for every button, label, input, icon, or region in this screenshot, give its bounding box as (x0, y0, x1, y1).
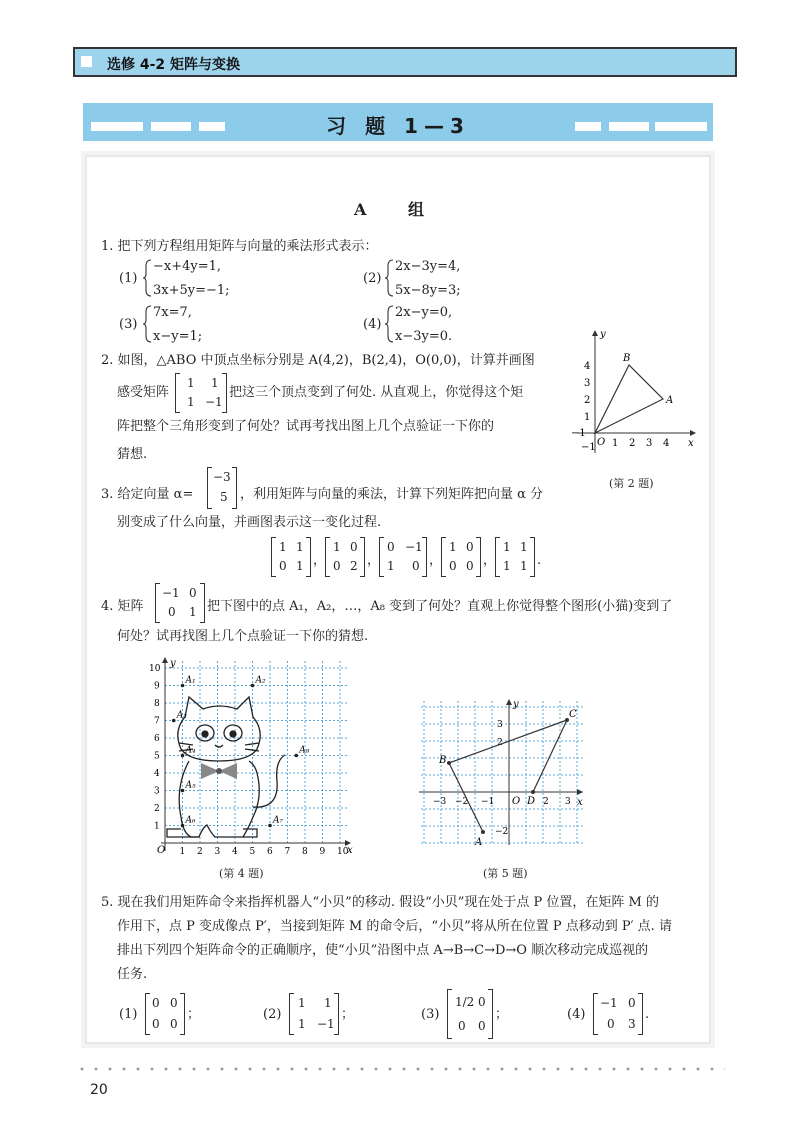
matrix-entry: 0 (168, 605, 176, 619)
matrix-entry: 0 (387, 540, 395, 554)
cat-point-label: A₃ (176, 710, 187, 721)
matrix-entry: 1 (520, 540, 528, 554)
cat-point-label: A₄ (185, 745, 196, 756)
x-tick-label: 8 (302, 847, 308, 855)
matrix-entry: 1 (279, 540, 287, 554)
option-3-matrix (447, 989, 493, 1039)
cat-point (251, 684, 255, 688)
matrix (325, 537, 365, 577)
problem-2-line-3: 阵把整个三角形变到了何处？试再考找出图上几个点验证一下你的 (117, 419, 495, 434)
matrix-entry: 1 (298, 996, 306, 1010)
matrix-entry: 1 (449, 540, 457, 554)
separator: ， (313, 553, 327, 568)
y-arrow-icon (162, 657, 168, 663)
x-axis-label: x (347, 845, 353, 855)
matrix-entry: 1 (189, 605, 197, 619)
matrix-entry: 0 (458, 1019, 466, 1033)
y-axis-label: y (513, 699, 519, 710)
matrix-entry: 1 (324, 996, 332, 1010)
brace-icon (143, 258, 153, 298)
y-axis-label: y (170, 658, 176, 669)
matrix-entry: −1 (405, 540, 423, 554)
y-tick-label: 6 (154, 734, 160, 744)
matrix-entry: −1 (317, 1017, 335, 1031)
matrix-entry: 0 (170, 996, 178, 1010)
matrix-entry: 1 (387, 559, 395, 573)
y-tick-label: 9 (154, 681, 160, 692)
matrix-entry: 0 (478, 995, 486, 1009)
matrix-entry: 1 (211, 376, 219, 390)
matrix-entry: 1 (187, 395, 195, 409)
origin-label: O (512, 796, 521, 807)
bow-tie-icon (201, 763, 237, 779)
matrix-entry: 0 (412, 559, 420, 573)
brace-icon (385, 304, 395, 344)
exercise-card (87, 157, 709, 1042)
route-path (449, 720, 567, 832)
x-tick-label: 5 (249, 847, 256, 855)
matrix (441, 537, 481, 577)
x-tick-label: 2 (629, 438, 636, 449)
separator: . (537, 553, 542, 568)
exercise-band (83, 103, 713, 141)
x-tick-label: −3 (433, 797, 447, 807)
matrix-entry: 1 (296, 540, 304, 554)
matrix-entry: −1 (162, 586, 180, 600)
x-axis-label: x (577, 797, 583, 808)
figure-5-caption: (第 5 题) (483, 867, 528, 880)
tick-labels (433, 720, 571, 837)
chapter-title: 选修 4-2 矩阵与变换 (107, 57, 241, 73)
option-label: (3) (421, 1007, 440, 1022)
matrix-entry: 1 (333, 540, 341, 554)
matrix-entry: 1 (296, 559, 304, 573)
y-tick-label: −1 (581, 442, 596, 453)
matrix-entry: 0 (466, 559, 474, 573)
y-tick-label: 5 (154, 751, 160, 762)
point-b-label: B (623, 353, 631, 364)
matrix-entry: 0 (152, 1017, 160, 1031)
y-tick-label: 3 (154, 786, 160, 797)
y-tick-label: 1 (584, 412, 591, 423)
header-square-icon (81, 56, 92, 67)
equation: 2x−3y=4, (395, 259, 461, 274)
problem-4-line-1b: 把下图中的点 A₁，A₂，…，A₈ 变到了何处？直观上你觉得整个图形(小猫)变到了 (207, 599, 673, 614)
problem-5-line-4: 任务. (117, 967, 148, 982)
problem-2-line-1: 2. 如图，△ABO 中顶点坐标分别是 A(4,2)，B(2,4)，O(0,0)，计算并画图 (101, 353, 535, 368)
section-title: A 组 (354, 200, 442, 219)
matrix-entry: 0 (333, 559, 341, 573)
y-axis-label: y (600, 329, 606, 340)
separator: ， (429, 553, 443, 568)
y-tick-label: −2 (495, 827, 509, 837)
cat-point (181, 754, 185, 758)
x-arrow-icon (577, 789, 583, 795)
x-tick-label: 3 (565, 797, 571, 807)
matrix-entry: 0 (478, 1019, 486, 1033)
figure-5-route-grid (417, 697, 587, 849)
equation: x−y=1; (153, 329, 203, 344)
point-b-label: B (439, 755, 447, 766)
system-label: (2) (363, 271, 382, 286)
cat-point (181, 824, 185, 828)
cat-point-label: A₇ (273, 815, 284, 826)
problem-2-line-2a: 感受矩阵 (117, 385, 170, 400)
matrix-entry: −1 (205, 395, 223, 409)
brace-icon (385, 258, 395, 298)
point-a-label: A (475, 837, 483, 848)
x-tick-label: −1 (481, 797, 495, 807)
y-tick-label: 3 (497, 720, 503, 730)
x-tick-label: 9 (319, 847, 326, 855)
cat-point (172, 719, 176, 723)
problem-3-line-1a: 3. 给定向量 α= (101, 487, 194, 502)
problem-1-text: 1. 把下列方程组用矩阵与向量的乘法形式表示： (101, 239, 378, 254)
footer-dotted-rule (75, 1067, 725, 1071)
figure-2-caption: (第 2 题) (609, 477, 654, 490)
x-tick-label: −2 (455, 797, 469, 807)
matrix (379, 537, 427, 577)
y-tick-label: 3 (584, 378, 591, 389)
y-tick-label: 1 (154, 821, 160, 832)
y-ticks (581, 361, 596, 453)
matrix-entry: 0 (152, 996, 160, 1010)
separator: ； (341, 1007, 355, 1022)
cat-point-label: A₆ (185, 815, 196, 826)
matrix-entry: −1 (600, 996, 618, 1010)
separator: . (645, 1007, 650, 1022)
x-tick-label: 3 (646, 438, 653, 449)
system-label: (1) (119, 271, 138, 286)
chapter-header (73, 47, 737, 77)
x-tick-label: 2 (197, 847, 203, 855)
point-d-label: D (527, 796, 536, 807)
x-tick-label: 10 (337, 847, 349, 855)
system-label: (4) (363, 317, 382, 332)
cat-point (181, 789, 185, 793)
problem-2-matrix (175, 373, 227, 413)
x-tick-label: −1 (571, 428, 586, 439)
origin-label: O (157, 845, 166, 855)
equation: 5x−8y=3; (395, 283, 461, 298)
x-tick-label: 6 (267, 847, 273, 855)
separator: ， (367, 553, 381, 568)
y-tick-label: 2 (154, 804, 160, 814)
brace-icon (143, 304, 153, 344)
problem-5-line-3: 排出下列四个矩阵命令的正确顺序，使“小贝”沿图中点 A→B→C→D→O 顺次移动完成巡视的 (117, 943, 649, 958)
y-tick-label: 7 (154, 716, 160, 727)
equation: 7x=7, (153, 305, 192, 320)
problem-3-line-2: 别变成了什么向量，并画图表示这一变化过程. (117, 515, 382, 530)
cat-point-label: A₅ (185, 780, 196, 791)
option-4-matrix (593, 993, 643, 1035)
y-tick-label: 2 (584, 395, 591, 406)
matrix-entry: 1/2 (455, 995, 475, 1009)
triangle-abo (595, 365, 663, 433)
x-tick-label: 7 (284, 847, 291, 855)
problem-5-line-1: 5. 现在我们用矩阵命令来指挥机器人“小贝”的移动. 假设“小贝”现在处于点 P 位置，在矩阵 M 的 (101, 895, 659, 910)
cat-points (172, 676, 310, 828)
cat-point (268, 824, 272, 828)
problem-3-line-1b: ，利用矩阵与向量的乘法，计算下列矩阵把向量 α 分 (240, 487, 544, 502)
vector-entry: 5 (220, 490, 228, 504)
matrix-entry: 0 (170, 1017, 178, 1031)
problem-5-line-2: 作用下，点 P 变成像点 P′，当接到矩阵 M 的命令后，“小贝”将从所在位置 P 点移动到 P′ 点. 请 (117, 919, 672, 934)
matrix-entry: 1 (503, 540, 511, 554)
problem-3-vector (207, 467, 237, 509)
x-tick-label: 2 (543, 797, 549, 807)
option-label: (4) (567, 1007, 586, 1022)
page-number: 20 (90, 1082, 108, 1098)
option-1-matrix (145, 993, 185, 1035)
matrix-entry: 1 (520, 559, 528, 573)
matrix-entry: 1 (503, 559, 511, 573)
matrix-entry: 1 (298, 1017, 306, 1031)
figure-4-cat-grid (145, 657, 355, 855)
matrix (495, 537, 535, 577)
problem-2-line-2b: 把这三个顶点变到了何处. 从直观上，你觉得这个矩 (229, 385, 524, 400)
y-tick-label: 8 (154, 699, 160, 709)
cat-point-label: A₈ (299, 745, 310, 756)
point-a-label: A (666, 395, 674, 406)
matrix (271, 537, 311, 577)
option-2-matrix (289, 993, 339, 1035)
y-arrow-icon (506, 699, 512, 705)
y-tick-label: 10 (149, 664, 161, 674)
problem-4-matrix (155, 583, 205, 623)
equation: 3x+5y=−1; (153, 283, 230, 298)
point-c-label: C (569, 709, 577, 720)
equation: x−3y=0. (395, 329, 453, 344)
equation: 2x−y=0, (395, 305, 453, 320)
matrix-entry: 3 (628, 1017, 636, 1031)
x-tick-label: 3 (214, 847, 221, 855)
matrix-entry: 1 (187, 376, 195, 390)
system-label: (3) (119, 317, 138, 332)
cat-point (181, 684, 185, 688)
separator: ， (483, 553, 497, 568)
option-label: (2) (263, 1007, 282, 1022)
problem-4-line-2: 何处？试再找图上几个点验证一下你的猜想. (117, 629, 369, 644)
x-tick-label: 1 (179, 847, 186, 855)
matrix-entry: 0 (466, 540, 474, 554)
matrix-entry: 0 (189, 586, 197, 600)
y-tick-label: 4 (154, 769, 160, 779)
matrix-entry: 0 (607, 1017, 615, 1031)
separator: ； (495, 1007, 509, 1022)
x-tick-label: 1 (612, 438, 619, 449)
x-tick-label: 4 (663, 438, 670, 449)
problem-4-line-1a: 4. 矩阵 (101, 599, 144, 614)
x-tick-label: 4 (232, 847, 238, 855)
cat-point (294, 754, 298, 758)
y-tick-label: 2 (497, 738, 503, 748)
matrix-entry: 0 (449, 559, 457, 573)
problem-2-line-4: 猜想. (117, 447, 148, 462)
option-label: (1) (119, 1007, 138, 1022)
matrix-entry: 0 (628, 996, 636, 1010)
matrix-entry: 0 (350, 540, 358, 554)
equation: −x+4y=1, (153, 259, 222, 274)
exercise-title: 习 题 1—3 (326, 114, 470, 138)
separator: ； (187, 1007, 201, 1022)
figure-4-caption: (第 4 题) (219, 867, 264, 880)
cat-point-label: A₂ (255, 675, 266, 686)
cat-point-label: A₁ (185, 675, 196, 686)
origin-label: O (597, 437, 606, 448)
matrix-entry: 0 (279, 559, 287, 573)
vector-entry: −3 (213, 470, 231, 484)
matrix-entry: 2 (350, 559, 358, 573)
x-axis-label: x (688, 438, 694, 449)
y-tick-label: 4 (584, 361, 591, 372)
figure-2-graph (571, 325, 699, 457)
